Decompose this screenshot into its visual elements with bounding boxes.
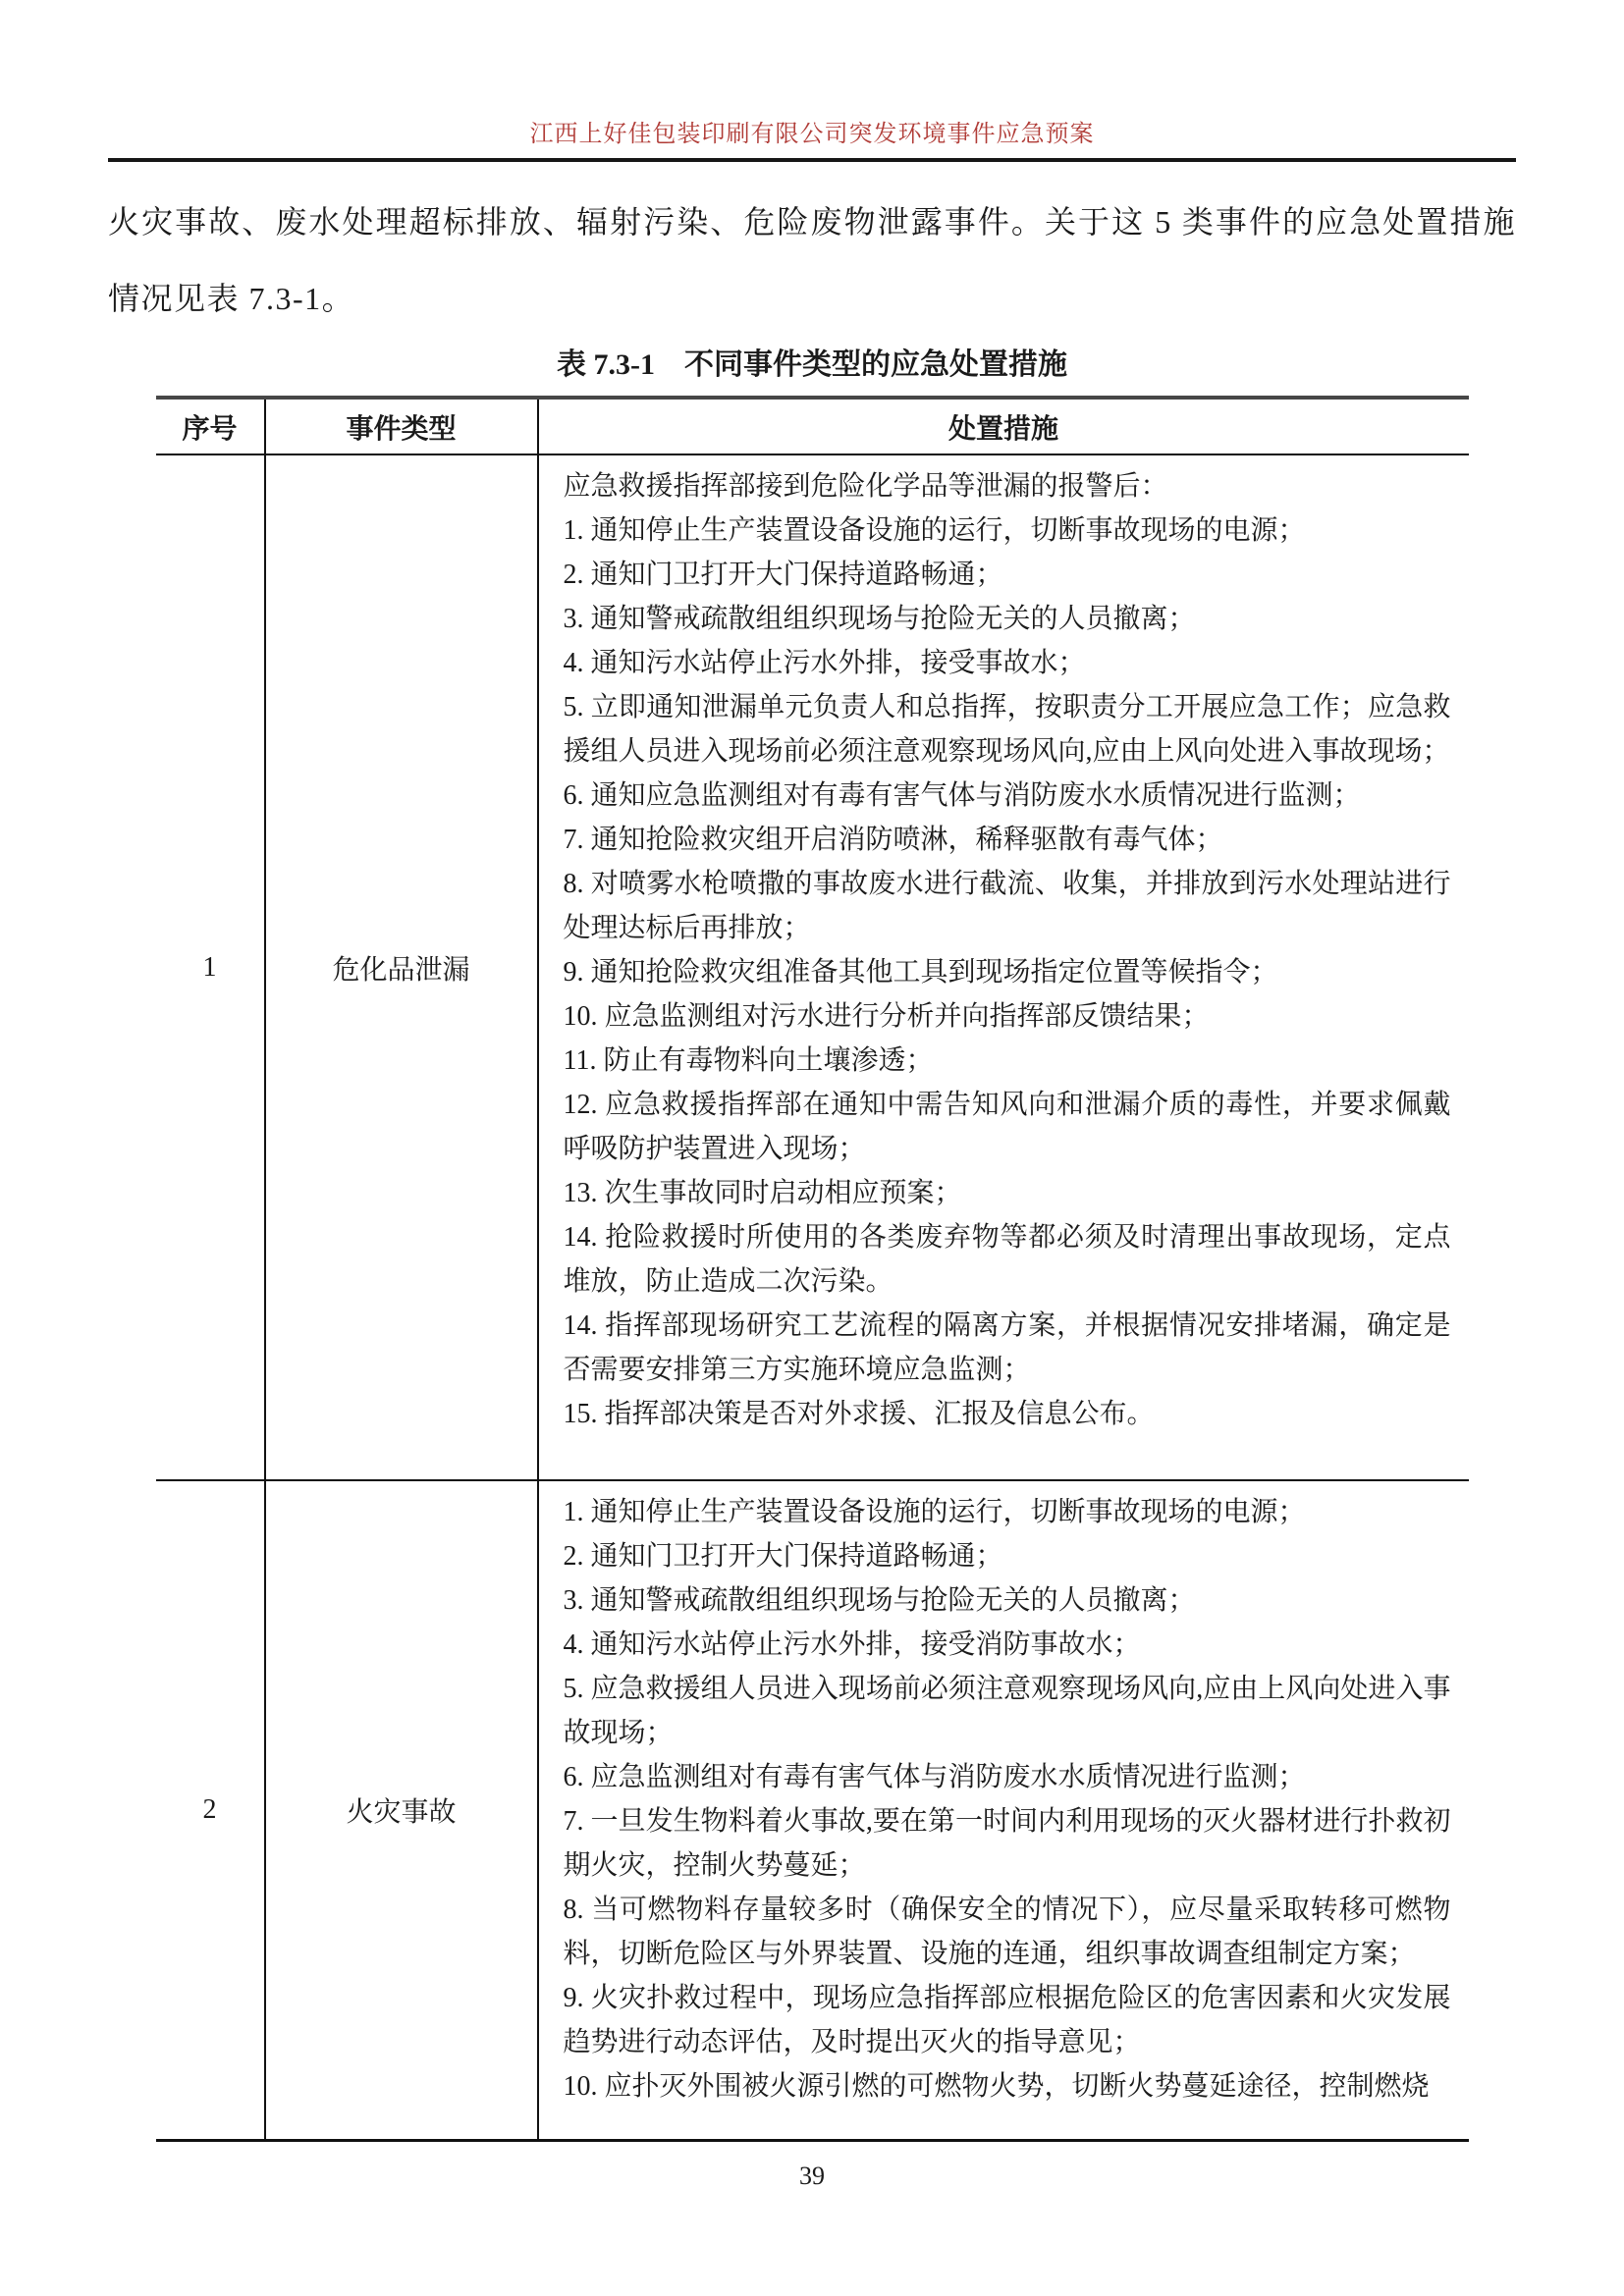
measure-item: 2. 通知门卫打开大门保持道路畅通； bbox=[563, 1541, 1003, 1572]
measure-item: 15. 指挥部决策是否对外求援、汇报及信息公布。 bbox=[563, 1399, 1155, 1429]
measures-table bbox=[156, 396, 1469, 2142]
measure-item: 5. 应急救援组人员进入现场前必须注意观察现场风向,应由上风向处进入事故现场； bbox=[563, 1674, 1451, 1748]
measure-item: 7. 通知抢险救灾组开启消防喷淋，稀释驱散有毒气体； bbox=[563, 825, 1223, 855]
measure-item: 14. 抢险救援时所使用的各类废弃物等都必须及时清理出事故现场，定点堆放，防止造成二次污染。 bbox=[563, 1222, 1451, 1297]
measure-item: 4. 通知污水站停止污水外排，接受事故水； bbox=[563, 648, 1086, 678]
measure-item: 4. 通知污水站停止污水外排，接受消防事故水； bbox=[563, 1629, 1141, 1660]
measure-item: 6. 通知应急监测组对有毒有害气体与消防废水水质情况进行监测； bbox=[563, 780, 1361, 811]
row-index-cell: 2 bbox=[156, 1481, 266, 2139]
header-cell-measures: 处置措施 bbox=[947, 413, 1058, 445]
measure-item: 11. 防止有毒物料向土壤渗透； bbox=[563, 1045, 934, 1076]
intro-paragraph: 火灾事故、废水处理超标排放、辐射污染、危险废物泄露事件。关于这 5 类事件的应急处置措施情况见表 7.3-1。 bbox=[108, 204, 1516, 316]
header-cell-index: 序号 bbox=[156, 400, 266, 454]
measure-item: 12. 应急救援指挥部在通知中需告知风向和泄漏介质的毒性，并要求佩戴呼吸防护装置进入现场； bbox=[563, 1090, 1451, 1164]
measures-cell bbox=[539, 455, 1469, 1479]
header-cell-event-type: 事件类型 bbox=[266, 400, 539, 454]
measure-item: 5. 立即通知泄漏单元负责人和总指挥，按职责分工开展应急工作；应急救援组人员进入现场前必须注意观察现场风向,应由上风向处进入事故现场； bbox=[563, 692, 1451, 767]
measure-item: 3. 通知警戒疏散组组织现场与抢险无关的人员撤离； bbox=[563, 1585, 1196, 1616]
measure-item: 3. 通知警戒疏散组组织现场与抢险无关的人员撤离； bbox=[563, 604, 1196, 634]
measure-item: 10. 应急监测组对污水进行分析并向指挥部反馈结果； bbox=[563, 1001, 1210, 1032]
measure-item: 1. 通知停止生产装置设备设施的运行，切断事故现场的电源； bbox=[563, 1497, 1306, 1527]
row-index-cell: 1 bbox=[156, 455, 266, 1479]
measure-item: 8. 对喷雾水枪喷撒的事故废水进行截流、收集，并排放到污水处理站进行处理达标后再排放； bbox=[563, 869, 1451, 943]
event-type-cell: 危化品泄漏 bbox=[266, 455, 539, 1479]
measure-item: 1. 通知停止生产装置设备设施的运行，切断事故现场的电源； bbox=[563, 515, 1306, 546]
measure-item: 14. 指挥部现场研究工艺流程的隔离方案，并根据情况安排堵漏，确定是否需要安排第三方实施环境应急监测； bbox=[563, 1310, 1451, 1385]
measure-item: 8. 当可燃物料存量较多时（确保安全的情况下），应尽量采取转移可燃物料，切断危险区与外界装置、设施的连通，组织事故调查组制定方案； bbox=[563, 1895, 1451, 1969]
page-header bbox=[0, 0, 1624, 162]
measure-item: 6. 应急监测组对有毒有害气体与消防废水水质情况进行监测； bbox=[563, 1762, 1306, 1792]
measure-item: 7. 一旦发生物料着火事故,要在第一时间内利用现场的灭火器材进行扑救初期火灾，控制火势蔓延； bbox=[563, 1806, 1451, 1881]
table-title: 表 7.3-1 不同事件类型的应急处置措施 bbox=[557, 348, 1067, 381]
table-row bbox=[156, 455, 1469, 1479]
header-rule bbox=[108, 158, 1516, 162]
measures-cell bbox=[539, 1481, 1469, 2139]
measure-item: 2. 通知门卫打开大门保持道路畅通； bbox=[563, 560, 1003, 590]
measure-item: 应急救援指挥部接到危险化学品等泄漏的报警后： bbox=[563, 471, 1168, 502]
event-type-cell: 火灾事故 bbox=[266, 1481, 539, 2139]
measure-item: 9. 通知抢险救灾组准备其他工具到现场指定位置等候指令； bbox=[563, 957, 1278, 988]
measure-item: 9. 火灾扑救过程中，现场应急指挥部应根据危险区的危害因素和火灾发展趋势进行动态评估，及时提出灭火的指导意见； bbox=[563, 1983, 1451, 2057]
measure-item: 13. 次生事故同时启动相应预案； bbox=[563, 1178, 962, 1208]
page-header-title: 江西上好佳包装印刷有限公司突发环境事件应急预案 bbox=[529, 122, 1095, 147]
measure-item: 10. 应扑灭外围被火源引燃的可燃物火势，切断火势蔓延途径，控制燃烧 bbox=[563, 2071, 1430, 2102]
table-row bbox=[156, 1479, 1469, 2139]
table-header-row bbox=[156, 400, 1469, 455]
page-number: 39 bbox=[799, 2162, 825, 2190]
